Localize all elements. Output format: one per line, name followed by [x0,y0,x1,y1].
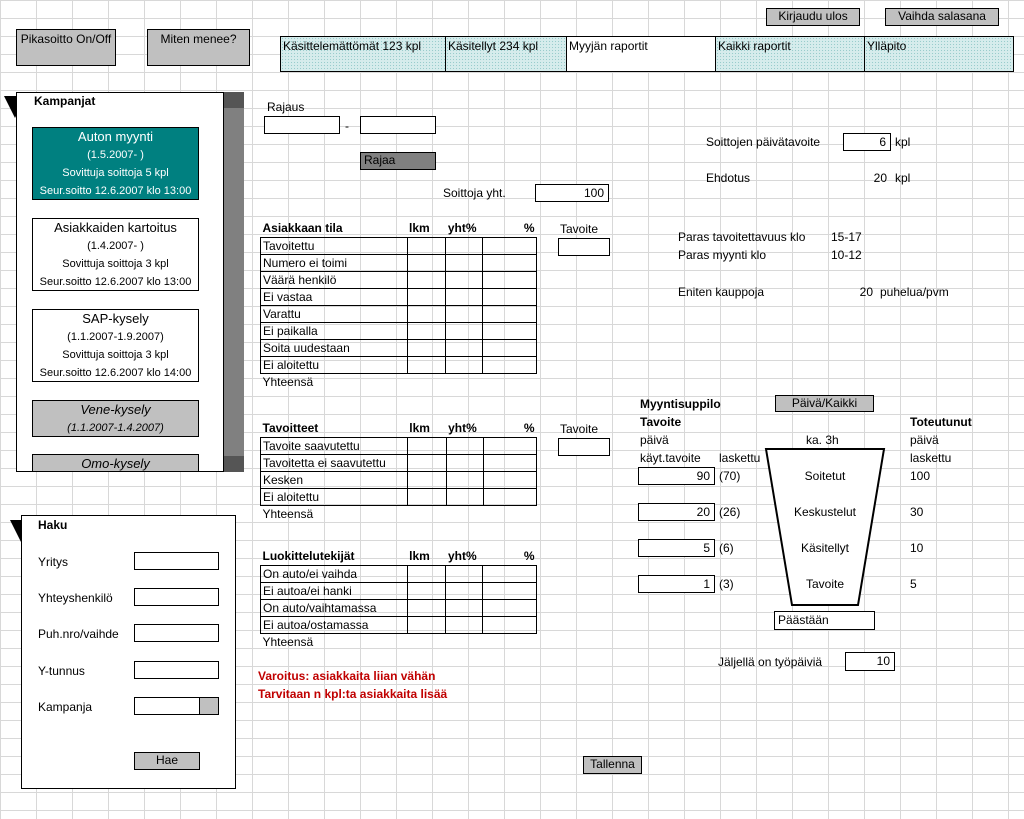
funnel-stage-label: Soitetut [804,469,846,483]
search-label-campaign: Kampanja [38,700,93,714]
quick-dial-toggle-button[interactable]: Pikasoitto On/Off [16,29,116,66]
calls-total-value: 100 [535,184,609,202]
filter-dash: - [345,119,349,133]
campaign-card-omo-kysely[interactable] [32,454,199,472]
campaign-dates: (1.5.2007- ) [87,149,144,161]
campaign-dates: (1.1.2007-1.9.2007) [67,331,164,343]
campaigns-scrollbar[interactable] [223,92,244,472]
table-row [261,356,537,373]
main-tabs [280,36,1014,72]
goals-table [260,420,537,522]
filter-label: Rajaus [267,100,305,114]
campaign-next-call: Seur.soitto 12.6.2007 klo 13:00 [39,185,192,197]
suggestion-value: 20 [873,171,887,185]
search-label-business-id: Y-tunnus [38,664,85,678]
row-label: Varattu [261,305,408,322]
funnel-day-label: päivä [910,433,939,447]
row-label: Tavoite saavutettu [261,437,408,454]
funnel-stage-label: Tavoite [805,577,845,591]
campaign-next-call: Seur.soitto 12.6.2007 klo 13:00 [39,276,192,288]
row-label: On auto/ei vaihda [261,565,408,582]
funnel-day-label: päivä [640,433,669,447]
campaign-name: Vene-kysely [80,402,151,417]
warning-text: Tarvitaan n kpl:ta asiakkaita lisää [258,687,448,701]
campaign-card-vene-kysely[interactable] [32,400,199,437]
search-label-contact: Yhteyshenkilö [38,591,113,605]
tab-maintenance[interactable]: Ylläpito [865,37,1013,71]
row-label: Tavoitetta ei saavutettu [261,454,408,471]
campaigns-title: Kampanjat [34,94,96,108]
campaign-next-call: Seur.soitto 12.6.2007 klo 14:00 [39,367,192,379]
search-label-phone: Puh.nro/vaihde [38,627,119,641]
funnel-calc: (6) [719,541,734,555]
calculated-label: laskettu [719,451,761,465]
table-row [261,437,537,454]
best-reach-label: Paras tavoitettavuus klo [678,230,806,244]
workdays-value: 10 [845,652,895,671]
customer-state-table [260,220,537,390]
campaign-card-sap-kysely[interactable] [32,309,199,382]
table-header: Luokittelutekijät [262,549,355,564]
most-deals-unit: puhelua/pvm [880,285,949,299]
target-header: Tavoite [560,222,599,236]
best-sales-label: Paras myynti klo [678,248,767,262]
phone-input[interactable] [134,624,219,642]
table-header: yht% [447,221,477,236]
row-label: Kesken [261,471,408,488]
most-deals-label: Eniten kauppoja [678,285,765,299]
table-row [261,305,537,322]
funnel-stage-label: Käsitellyt [800,541,850,555]
classifiers-table [260,548,537,650]
row-label: Ei autoa/ei hanki [261,582,408,599]
campaign-name: Asiakkaiden kartoitus [54,220,177,235]
target-input[interactable] [558,238,610,256]
funnel-target-input[interactable]: 1 [638,575,715,593]
table-total-label: Yhteensä [262,634,314,649]
campaign-name: Omo-kysely [81,456,150,471]
table-row [261,599,537,616]
save-button[interactable]: Tallenna [583,756,642,774]
filter-button[interactable]: Rajaa [360,152,436,170]
company-input[interactable] [134,552,219,570]
row-label: Numero ei toimi [261,254,408,271]
day-all-toggle-button[interactable]: Päivä/Kaikki [775,395,874,412]
funnel-target-header: Tavoite [640,415,682,429]
funnel-target-input[interactable]: 5 [638,539,715,557]
target-input[interactable] [558,438,610,456]
logout-button[interactable]: Kirjaudu ulos [766,8,860,26]
row-label: Väärä henkilö [261,271,408,288]
row-label: Ei autoa/ostamassa [261,616,408,633]
table-row [261,271,537,288]
suggestion-unit: kpl [895,171,911,185]
campaign-card-asiakkaiden-kartoitus[interactable] [32,218,199,291]
row-label: Ei aloitettu [261,356,408,373]
table-row [261,254,537,271]
campaign-calls: Sovittuja soittoja 3 kpl [62,349,169,361]
calls-total-label: Soittoja yht. [443,186,506,200]
workdays-label: Jäljellä on työpäiviä [718,655,823,669]
business-id-input[interactable] [134,661,219,679]
funnel-calc: (3) [719,577,734,591]
funnel-done: 5 [910,577,917,591]
row-label: Ei aloitettu [261,488,408,505]
used-target-label: käyt.tavoite [640,451,701,465]
row-label: On auto/vaihtamassa [261,599,408,616]
campaign-dates: (1.4.2007- ) [87,240,144,252]
tab-unprocessed[interactable]: Käsittelemättömät 123 kpl [281,37,446,71]
table-row [261,616,537,633]
campaign-card-auton-myynti[interactable] [32,127,199,200]
funnel-calc: (70) [719,469,741,483]
search-button[interactable]: Hae [134,752,200,770]
table-row [261,471,537,488]
search-title: Haku [38,518,68,532]
funnel-calc: (26) [719,505,741,519]
search-label-company: Yritys [38,555,68,569]
table-row [261,488,537,505]
best-reach-value: 15-17 [831,230,862,244]
row-label: Ei paikalla [261,322,408,339]
table-header: Asiakkaan tila [262,221,343,236]
funnel-end-box: Päästään [774,611,875,630]
filter-start-input[interactable] [264,116,340,134]
funnel-stage-label: Keskustelut [793,505,857,519]
campaign-calls: Sovittuja soittoja 5 kpl [62,167,169,179]
row-label: Ei vastaa [261,288,408,305]
campaign-name: SAP-kysely [82,311,149,326]
daily-target-input[interactable]: 6 [843,133,891,151]
table-header: yht% [447,549,477,564]
table-total-label: Yhteensä [262,374,314,389]
funnel-target-input[interactable]: 20 [638,503,715,521]
table-header: lkm [409,221,430,236]
calculated-label: laskettu [910,451,952,465]
tab-all-reports[interactable]: Kaikki raportit [716,37,865,71]
target-header: Tavoite [560,422,599,436]
funnel-done: 30 [910,505,924,519]
table-row [261,237,537,254]
most-deals-value: 20 [859,285,873,299]
table-row [261,322,537,339]
table-row [261,582,537,599]
campaign-name: Auton myynti [77,129,154,144]
filter-end-input[interactable] [360,116,436,134]
campaign-select[interactable] [134,697,219,715]
funnel-done: 100 [910,469,931,483]
campaign-dates: (1.1.2007-1.4.2007) [67,422,164,434]
table-row [261,339,537,356]
daily-target-unit: kpl [895,135,911,149]
campaign-calls: Sovittuja soittoja 3 kpl [62,258,169,270]
funnel-title: Myyntisuppilo [640,397,721,411]
funnel-duration: ka. 3h [806,433,839,447]
row-label: Soita uudestaan [261,339,408,356]
table-header: % [523,549,535,564]
suggestion-label: Ehdotus [706,171,751,185]
best-sales-value: 10-12 [831,248,862,262]
table-header: yht% [448,421,477,436]
table-row [261,454,537,471]
table-header: % [523,421,535,436]
table-header: Tavoitteet [262,421,319,436]
table-header: lkm [409,549,430,564]
table-total-label: Yhteensä [262,506,314,521]
table-row [261,288,537,305]
how-goes-button[interactable]: Miten menee? [147,29,250,66]
daily-target-label: Soittojen päivätavoite [706,135,821,149]
contact-input[interactable] [134,588,219,606]
table-row [261,565,537,582]
tab-seller-reports[interactable]: Myyjän raportit [567,37,716,71]
tab-processed[interactable]: Käsitellyt 234 kpl [446,37,567,71]
table-header: % [523,221,535,236]
funnel-target-input[interactable]: 90 [638,467,715,485]
change-password-button[interactable]: Vaihda salasana [885,8,999,26]
warning-text: Varoitus: asiakkaita liian vähän [258,669,436,683]
row-label: Tavoitettu [261,237,408,254]
table-header: lkm [409,421,430,436]
funnel-done: 10 [910,541,924,555]
funnel-done-header: Toteutunut [910,415,972,429]
dropdown-arrow-icon[interactable] [199,698,218,714]
